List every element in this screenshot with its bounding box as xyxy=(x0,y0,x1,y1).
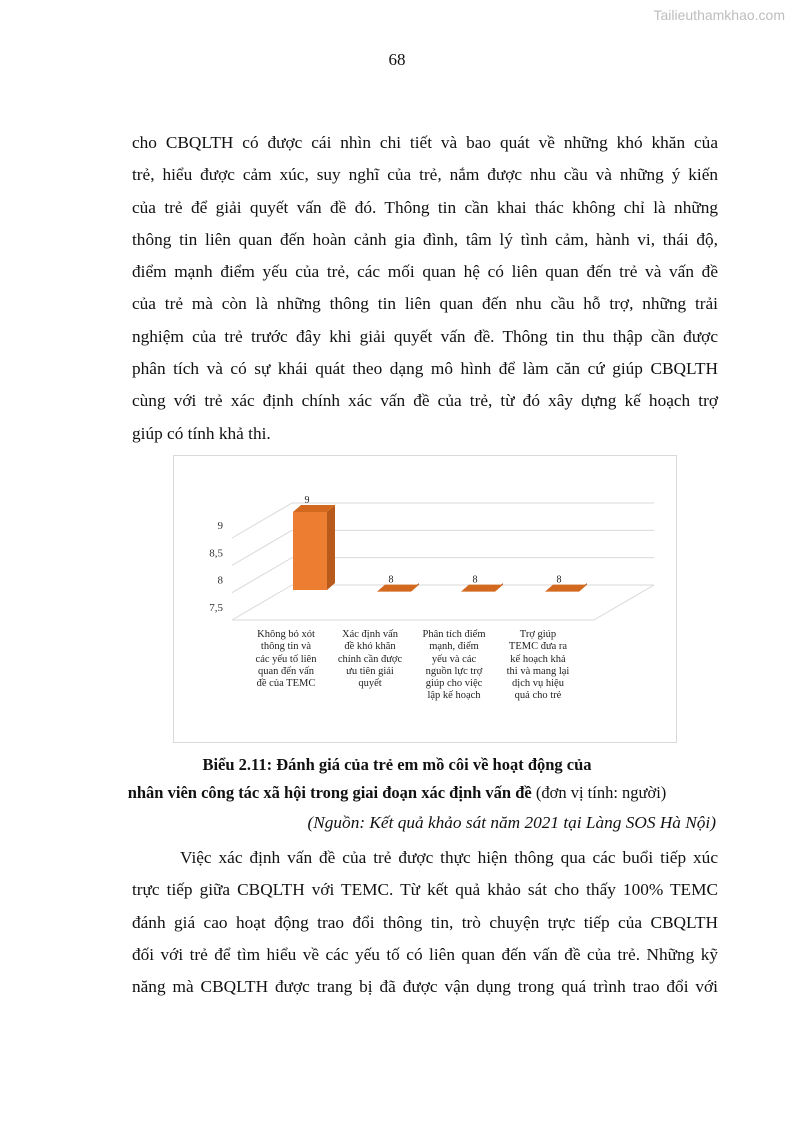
paragraph-1 xyxy=(132,127,718,450)
x-tick-label-line: kế hoạch khả xyxy=(510,653,566,665)
x-tick-label-line: ưu tiên giải xyxy=(346,665,394,677)
x-tick-label-line: chính cần được xyxy=(337,653,403,665)
x-tick-label-line: Trợ giúp xyxy=(519,629,557,640)
x-tick-label-line: Phân tích điểm xyxy=(422,629,486,640)
bar-chart xyxy=(173,455,677,743)
gridline-depth xyxy=(232,530,292,565)
gridline-depth xyxy=(232,585,292,620)
x-tick-label xyxy=(495,629,581,703)
data-label: 8 xyxy=(472,574,478,586)
x-tick-label-line: quả cho trẻ xyxy=(514,690,562,702)
paragraph-line: của trẻ mà còn là những thông tin liên quan đến nhu cầu hỗ trợ, những trải xyxy=(132,294,718,314)
figure-caption-line-2 xyxy=(0,783,794,803)
x-tick-label-line: Không bỏ xót xyxy=(257,629,315,640)
x-tick-label-line: đề khó khăn xyxy=(344,641,396,653)
bar-top xyxy=(461,585,503,592)
paragraph-2 xyxy=(132,842,718,1003)
x-tick-label-line: quyết xyxy=(358,678,382,690)
gridline-depth xyxy=(232,558,292,593)
x-tick-label xyxy=(411,629,497,703)
x-tick-label-line: mạnh, điểm xyxy=(429,641,479,653)
paragraph-line: cùng với trẻ xác định chính xác vấn đề của trẻ, từ đó xây dựng kế hoạch trợ xyxy=(132,391,718,411)
paragraph-line: đánh giá cao hoạt động trao đổi thông tin, trò chuyện trực tiếp của CBQLTH xyxy=(132,912,718,932)
paragraph-line: của trẻ để giải quyết vấn đề đó. Thông tin cần khai thác không chỉ là những xyxy=(132,197,718,217)
bar-side xyxy=(327,505,335,590)
x-tick-label-line: các yếu tố liên xyxy=(255,653,317,665)
y-tick-label: 8,5 xyxy=(209,547,223,560)
paragraph-line: thông tin liên quan đến hoàn cảnh gia đình, tâm lý tình cảm, hành vi, thái độ, xyxy=(132,229,718,249)
x-tick-label xyxy=(243,629,329,690)
x-tick-label-line: dịch vụ hiệu xyxy=(512,678,564,690)
bar xyxy=(293,512,327,590)
gridline-depth xyxy=(232,503,292,538)
paragraph-line: cho CBQLTH có được cái nhìn chi tiết và bao quát về những khó khăn của xyxy=(132,133,718,152)
paragraph-line: trực tiếp giữa CBQLTH với TEMC. Từ kết quả khảo sát cho thấy 100% TEMC xyxy=(132,880,718,900)
y-tick-label: 8 xyxy=(217,574,223,587)
data-label: 8 xyxy=(556,574,562,586)
x-tick-label-line: yếu và các xyxy=(431,653,477,665)
figure-caption-line-1: Biểu 2.11: Đánh giá của trẻ em mồ côi về hoạt động của xyxy=(202,755,592,774)
paragraph-line: Việc xác định vấn đề của trẻ được thực hiện thông qua các buổi tiếp xúc xyxy=(180,848,718,867)
data-label: 8 xyxy=(388,574,394,586)
bar-top xyxy=(377,585,419,592)
paragraph-line: giúp có tính khả thi. xyxy=(132,423,271,443)
figure-caption-title: nhân viên công tác xã hội trong giai đoạn xác định vấn đề xyxy=(127,783,532,802)
watermark: Tailieuthamkhao.com xyxy=(653,7,785,23)
x-tick-label xyxy=(327,629,413,690)
x-tick-label-line: lập kế hoạch xyxy=(427,690,481,702)
bar-top xyxy=(545,585,587,592)
x-tick-label-line: thi và mang lại xyxy=(506,665,570,677)
x-tick-label-line: thông tin và xyxy=(260,641,312,653)
paragraph-line: nghiệm của trẻ trước đây khi giải quyết vấn đề. Thông tin thu thập cần được xyxy=(132,326,718,346)
paragraph-line: năng mà CBQLTH được trang bị đã được vận dụng trong quá trình trao đổi với xyxy=(132,977,718,997)
paragraph-line: trẻ, hiểu được cảm xúc, suy nghĩ của trẻ, nắm được nhu cầu và những ý kiến xyxy=(132,165,718,185)
figure-source: (Nguồn: Kết quả khảo sát năm 2021 tại Làng SOS Hà Nội) xyxy=(307,813,716,832)
x-tick-label-line: TEMC đưa ra xyxy=(508,641,568,653)
x-tick-label-line: giúp cho việc xyxy=(425,678,483,690)
y-tick-label: 7,5 xyxy=(209,602,223,614)
x-tick-label-line: nguồn lực trợ xyxy=(425,665,483,677)
paragraph-line: đối với trẻ để tìm hiểu về các yếu tố có liên quan đến vấn đề của trẻ. Những kỹ xyxy=(132,944,718,964)
paragraph-line: điểm mạnh điểm yếu của trẻ, các mối quan hệ có liên quan đến trẻ và vấn đề xyxy=(132,262,718,282)
y-tick-label: 9 xyxy=(217,520,223,532)
x-tick-label-line: Xác định vấn xyxy=(342,629,398,640)
figure-caption-unit: (đơn vị tính: người) xyxy=(531,783,667,802)
floor-edge xyxy=(594,585,654,620)
x-tick-label-line: đề của TEMC xyxy=(256,678,316,690)
x-tick-label-line: quan đến vấn xyxy=(258,665,314,677)
paragraph-line: phân tích và có sự khái quát theo dạng mô hình để làm căn cứ giúp CBQLTH xyxy=(132,359,718,379)
data-label: 9 xyxy=(304,495,310,506)
page-number: 68 xyxy=(388,50,406,69)
